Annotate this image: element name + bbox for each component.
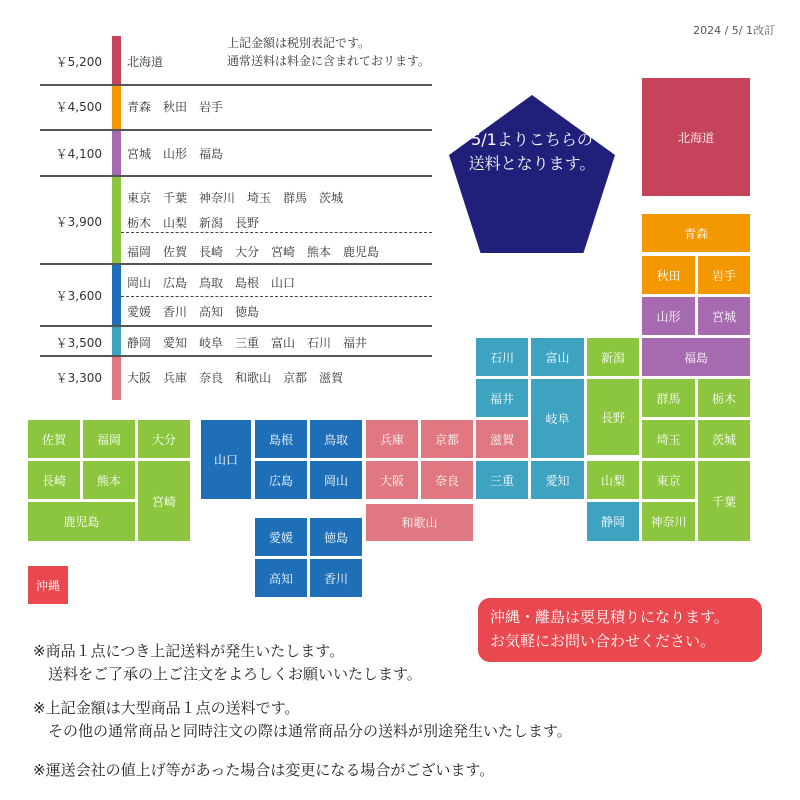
- tier-prefs: 東京 千葉 神奈川 埼玉 群馬 茨城: [127, 191, 344, 205]
- map-nagano: 長野: [587, 379, 639, 455]
- map-ishikawa: 石川: [476, 338, 528, 376]
- map-chiba: 千葉: [698, 461, 750, 541]
- divider: [40, 129, 432, 131]
- tier-bar-blue: [112, 264, 121, 326]
- map-niigata: 新潟: [587, 338, 639, 376]
- tier-prefs: 青森 秋田 岩手: [127, 100, 224, 114]
- map-akita: 秋田: [642, 256, 695, 294]
- divider: [40, 325, 432, 327]
- dashed-divider: [121, 232, 432, 233]
- footnote-1: ※商品１点につき上記送料が発生いたします。 送料をご了承の上ご注文をよろしくお願いいたします。: [33, 642, 422, 683]
- map-hokkaido: 北海道: [642, 78, 750, 196]
- tier-prefs: 福岡 佐賀 長崎 大分 宮崎 熊本 鹿児島: [127, 245, 380, 259]
- dashed-divider: [121, 296, 432, 297]
- map-aomori: 青森: [642, 214, 750, 252]
- map-kanagawa: 神奈川: [642, 502, 695, 541]
- map-kagawa: 香川: [310, 559, 362, 597]
- tax-note: [227, 34, 430, 70]
- price-4500: ￥4,500: [55, 100, 102, 114]
- revision-date: 2024 / 5/ 1改訂: [693, 24, 775, 37]
- divider: [40, 355, 432, 357]
- tier-bar-teal: [112, 326, 121, 356]
- map-tokushima: 徳島: [310, 518, 362, 556]
- map-saitama: 埼玉: [642, 420, 695, 458]
- map-kagoshima: 鹿児島: [28, 502, 135, 541]
- map-aichi: 愛知: [531, 461, 584, 499]
- price-5200: ￥5,200: [55, 55, 102, 69]
- tax-note-line2: 通常送料は料金に含まれておリます。: [227, 54, 431, 68]
- map-iwate: 岩手: [698, 256, 750, 294]
- map-shiga: 滋賀: [476, 420, 528, 458]
- price-3600: ￥3,600: [55, 289, 102, 303]
- map-yamaguchi: 山口: [201, 420, 251, 499]
- tier-bar-purple: [112, 130, 121, 176]
- tier-prefs: 北海道: [127, 55, 164, 69]
- map-kyoto: 京都: [421, 420, 473, 458]
- tier-prefs: 静岡 愛知 岐阜 三重 富山 石川 福井: [127, 336, 368, 350]
- tier-bar-red: [112, 36, 121, 85]
- okinawa-notice: 沖縄・離島は要見積りになります。 お気軽にお問い合わせください。: [478, 598, 762, 662]
- map-toyama: 富山: [531, 338, 584, 376]
- tier-prefs: 大阪 兵庫 奈良 和歌山 京都 滋賀: [127, 371, 344, 385]
- price-3500: ￥3,500: [55, 336, 102, 350]
- map-hiroshima: 広島: [255, 461, 307, 499]
- tax-note-line1: 上記金額は税別表記です。: [227, 36, 371, 50]
- map-yamagata: 山形: [642, 297, 695, 335]
- divider: [40, 175, 432, 177]
- price-4100: ￥4,100: [55, 147, 102, 161]
- divider: [40, 84, 432, 86]
- map-ibaraki: 茨城: [698, 420, 750, 458]
- map-fukui: 福井: [476, 379, 528, 417]
- map-gunma: 群馬: [642, 379, 695, 417]
- price-3300: ￥3,300: [55, 371, 102, 385]
- map-osaka: 大阪: [366, 461, 418, 499]
- map-shimane: 島根: [255, 420, 307, 458]
- divider: [40, 263, 432, 265]
- map-fukuoka: 福岡: [83, 420, 135, 458]
- tier-bar-pink: [112, 356, 121, 400]
- map-hyogo: 兵庫: [366, 420, 418, 458]
- map-oita: 大分: [138, 420, 190, 458]
- map-miyagi: 宮城: [698, 297, 750, 335]
- map-wakayama: 和歌山: [366, 504, 473, 541]
- tier-prefs: 栃木 山梨 新潟 長野: [127, 216, 260, 230]
- map-nagasaki: 長崎: [28, 461, 80, 499]
- map-okayama: 岡山: [310, 461, 362, 499]
- footnote-2: ※上記金額は大型商品１点の送料です。 その他の通常商品と同時注文の際は通常商品分の送料が別途発生いたします。: [33, 699, 572, 740]
- map-miyazaki: 宮崎: [138, 461, 190, 541]
- map-yamanashi: 山梨: [587, 461, 639, 499]
- map-kumamoto: 熊本: [83, 461, 135, 499]
- map-gifu: 岐阜: [531, 379, 584, 458]
- map-kochi: 高知: [255, 559, 307, 597]
- tier-prefs: 愛媛 香川 高知 徳島: [127, 305, 260, 319]
- map-ehime: 愛媛: [255, 518, 307, 556]
- map-mie: 三重: [476, 461, 528, 499]
- map-okinawa: 沖縄: [28, 566, 68, 604]
- map-tokyo: 東京: [642, 461, 695, 499]
- tier-prefs: 宮城 山形 福島: [127, 147, 224, 161]
- map-saga: 佐賀: [28, 420, 80, 458]
- tier-prefs: 岡山 広島 鳥取 島根 山口: [127, 276, 296, 290]
- map-shizuoka: 静岡: [587, 502, 639, 541]
- map-tottori: 鳥取: [310, 420, 362, 458]
- map-fukushima: 福島: [642, 338, 750, 376]
- price-3900: ￥3,900: [55, 215, 102, 229]
- tier-bar-green: [112, 176, 121, 264]
- map-tochigi: 栃木: [698, 379, 750, 417]
- map-nara: 奈良: [421, 461, 473, 499]
- pentagon-text: 5/1よりこちらの 送料となります。: [468, 130, 596, 173]
- footnote-3: ※運送会社の値上げ等があった場合は変更になる場合がございます。: [33, 761, 495, 779]
- tier-bar-orange: [112, 85, 121, 130]
